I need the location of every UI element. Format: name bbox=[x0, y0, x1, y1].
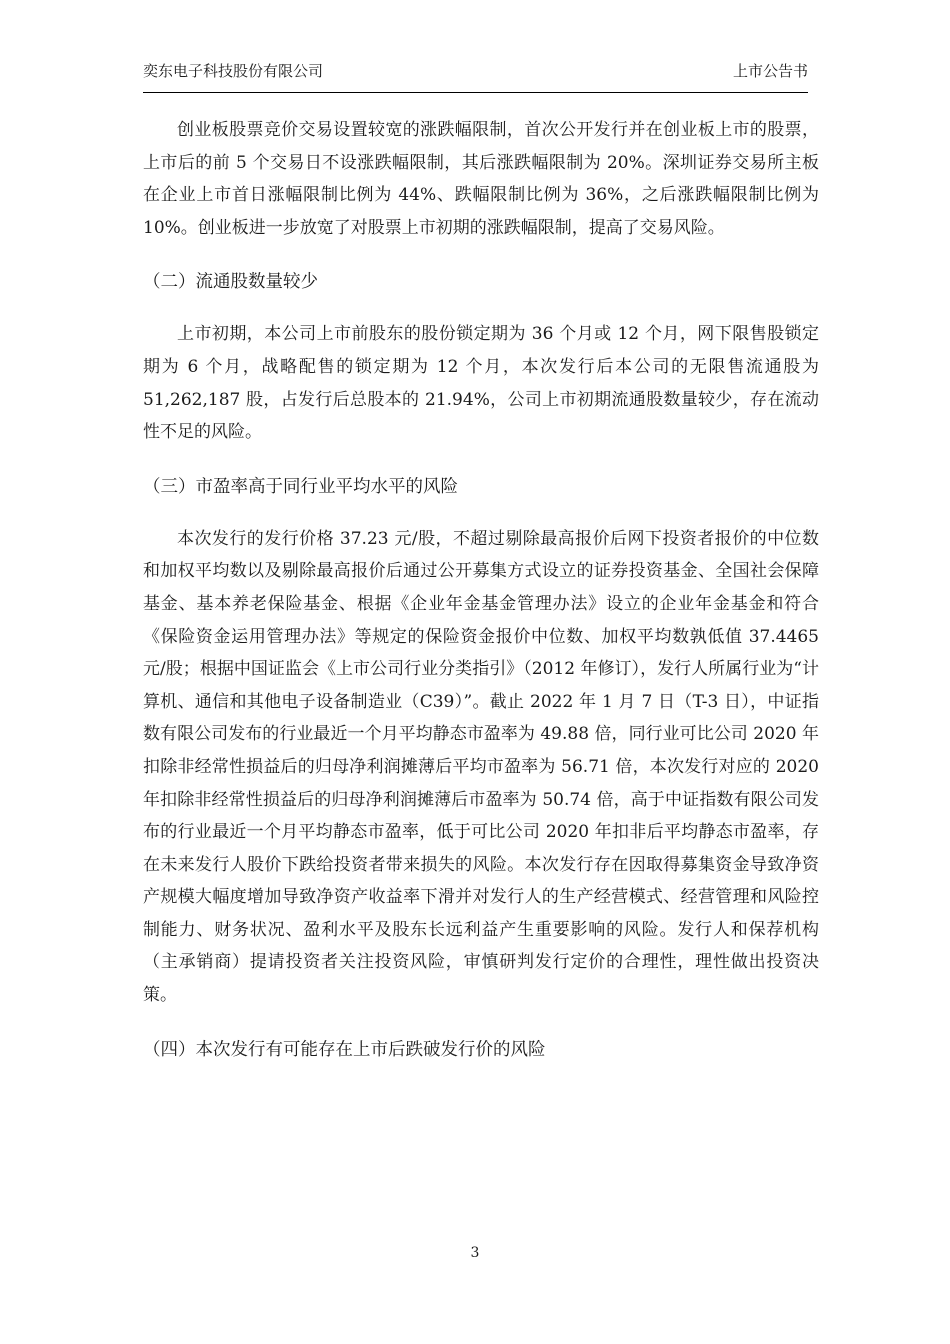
section-heading-circulating-shares: （二）流通股数量较少 bbox=[143, 272, 318, 293]
document-body bbox=[143, 114, 819, 1086]
section-heading-pe-ratio: （三）市盈率高于同行业平均水平的风险 bbox=[143, 476, 458, 497]
paragraph-price-limit: 创业板股票竞价交易设置较宽的涨跌幅限制，首次公开发行并在创业板上市的股票，上市后的前 5 个交易日不设涨跌幅限制，其后涨跌幅限制为 20%。深圳证券交易所主板在企业上市首日涨幅限制比例为 44%、跌幅限制比例为 36%，之后涨跌幅限制比例为 10%。创业板进一步放宽了对股票上市初期的涨跌幅限制，提高了交易风险。 bbox=[143, 120, 819, 238]
document-type: 上市公告书 bbox=[732, 62, 808, 80]
page-number: 3 bbox=[470, 1245, 480, 1261]
section-heading-break-issue-price: （四）本次发行有可能存在上市后跌破发行价的风险 bbox=[143, 1039, 546, 1060]
paragraph-pe-ratio: 本次发行的发行价格 37.23 元/股，不超过剔除最高报价后网下投资者报价的中位数和加权平均数以及剔除最高报价后通过公开募集方式设立的证券投资基金、全国社会保障基金、基本养老保险基金、根据《企业年金基金管理办法》设立的企业年金基金和符合《保险资金运用管理办法》等规定的保险资金报价中位数、加权平均数孰低值 37.4465 元/股；根据中国证监会《上市公司行业分类指引》（2012 年修订），发行人所属行业为“计算机、通信和其他电子设备制造业（C39）”。截止 2022 年 1 月 7 日（T-3 日），中证指数有限公司发布的行业最近一个月平均静态市盈率为 49.88 倍，同行业可比公司 2020 年扣除非经常性损益后的归母净利润摊薄后平均市盈率为 56.71 倍，本次发行对应的 2020 年扣除非经常性损益后的归母净利润摊薄后市盈率为 50.74 倍，高于中证指数有限公司发布的行业最近一个月平均静态市盈率，低于可比公司 2020 年扣非后平均静态市盈率，存在未来发行人股价下跌给投资者带来损失的风险。本次发行存在因取得募集资金导致净资产规模大幅度增加导致净资产收益率下滑并对发行人的生产经营模式、经营管理和风险控制能力、财务状况、盈利水平及股东长远利益产生重要影响的风险。发行人和保荐机构（主承销商）提请投资者关注投资风险，审慎研判发行定价的合理性，理性做出投资决策。 bbox=[143, 528, 819, 1006]
page-header bbox=[143, 58, 808, 93]
paragraph-circulating-shares: 上市初期，本公司上市前股东的股份锁定期为 36 个月或 12 个月，网下限售股锁定期为 6 个月，战略配售的锁定期为 12 个月，本次发行后本公司的无限售流通股为 51,262,187 股，占发行后总股本的 21.94%，公司上市初期流通股数量较少，存在流动性不足的风险。 bbox=[143, 324, 819, 443]
company-name: 奕东电子科技股份有限公司 bbox=[143, 62, 324, 80]
